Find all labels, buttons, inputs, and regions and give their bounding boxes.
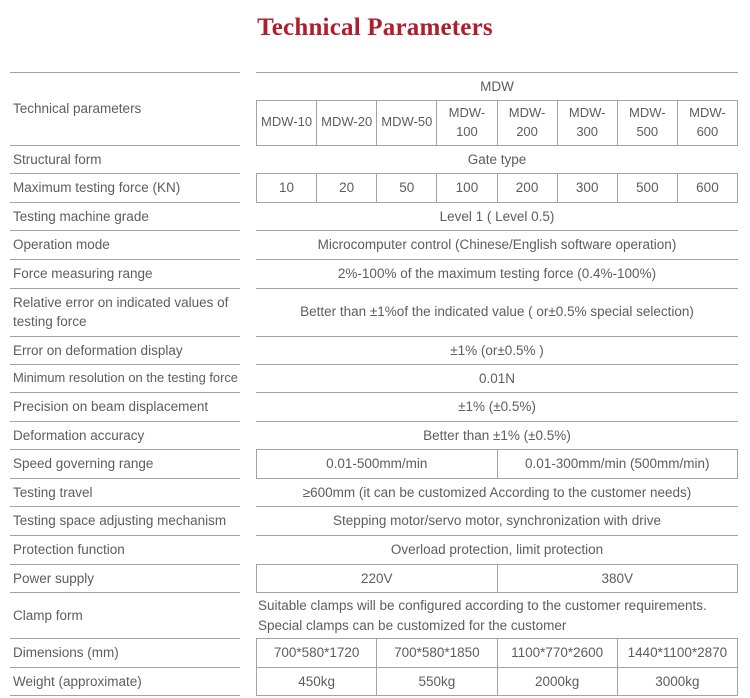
spec-row [10,593,750,639]
row-cells [256,337,738,366]
row-label-cell [10,337,240,366]
column-gap [240,479,256,508]
row-cells [256,639,738,668]
column-gap [240,668,256,697]
value-cell: 550kg [376,668,496,696]
row-label-cell [10,450,240,479]
column-gap [240,203,256,232]
spec-row [10,565,750,594]
row-cells [256,422,738,451]
value-cell: 220V [360,570,393,586]
column-gap [240,289,256,337]
row-label: Dimensions (mm) [13,645,119,661]
spec-table [10,72,750,696]
value-cell: 2%-100% of the maximum testing force (0.4%-100%) [337,265,657,281]
row-label: Power supply [13,570,95,586]
column-gap [240,565,256,594]
spec-row [10,365,750,393]
row-label-cell [10,565,240,594]
row-cells [256,260,738,289]
row-label: Structural form [13,151,102,167]
value-cell: Level 1 ( Level 0.5) [439,208,555,224]
row-label: Precision on beam displacement [13,399,209,415]
row-label: Clamp form [13,607,83,623]
spec-row [10,337,750,366]
column-gap [240,146,256,175]
row-cells [256,203,738,232]
value-cell: 700*580*1720 [273,645,360,661]
model-header-block [256,72,738,146]
row-label-cell [10,507,240,536]
spec-row [10,507,750,536]
row-label-cell [10,174,240,203]
header-row [10,72,750,146]
spec-row [10,479,750,508]
model-header-cell: MDW-10 [261,114,313,130]
row-label-cell [10,593,240,639]
column-gap [240,260,256,289]
row-label-cell [10,479,240,508]
value-cell: ≥600mm (it can be customized According to the customer needs) [302,484,692,500]
row-cells [256,593,738,639]
spec-row [10,422,750,451]
spec-rows [10,146,750,697]
column-gap [240,72,256,146]
page-title: Technical Parameters [257,14,493,41]
spec-row [10,231,750,260]
row-label-cell [10,536,240,565]
row-cells [256,507,738,536]
column-gap [240,393,256,422]
column-gap [240,536,256,565]
row-cells [256,668,738,697]
value-cell: 1100*770*2600 [497,639,617,667]
spec-row [10,146,750,175]
row-label-cell [10,393,240,422]
corner-label: Technical parameters [13,101,142,117]
spec-row [10,639,750,668]
value-cell: 500 [617,174,677,202]
row-label: Relative error on indicated values of testing force [13,294,229,330]
value-cell: Gate type [467,151,527,167]
row-label: Operation mode [13,237,110,253]
row-cells [256,393,738,422]
row-label: Weight (approximate) [13,673,142,689]
row-label: Minimum resolution on the testing force [13,370,238,386]
row-label-cell [10,289,240,337]
column-gap [240,422,256,451]
row-label: Testing space adjusting mechanism [13,513,227,529]
row-label-cell [10,260,240,289]
row-label-cell [10,422,240,451]
row-label: Maximum testing force (KN) [13,180,181,196]
row-label-cell [10,231,240,260]
model-header-cell: MDW-300 [557,101,617,145]
corner-label-cell [10,72,240,146]
value-cell: 0.01-500mm/min [326,456,428,472]
row-cells [256,365,738,393]
model-header-cell: MDW-500 [617,101,677,145]
spec-row [10,260,750,289]
column-gap [240,174,256,203]
value-cell: Microcomputer control (Chinese/English software operation) [317,237,677,253]
value-cell: 3000kg [617,668,737,696]
row-label: Speed governing range [13,456,154,472]
spec-row [10,289,750,337]
value-cell: Stepping motor/servo motor, synchronization with drive [333,513,661,529]
value-cell: ±1% (±0.5%) [458,399,536,415]
row-cells [256,231,738,260]
value-cell: ±1% (or±0.5% ) [450,342,544,358]
row-label: Force measuring range [13,265,153,281]
row-cells [256,146,738,175]
value-cell: 1440*1100*2870 [617,639,737,667]
value-cell: 600 [677,174,737,202]
model-header-cell: MDW-200 [497,101,557,145]
row-label-cell [10,639,240,668]
value-cell: Overload protection, limit protection [390,542,604,557]
spec-row [10,174,750,203]
value-cell: 0.01N [478,370,516,386]
column-gap [240,231,256,260]
column-gap [240,507,256,536]
model-header-cell: MDW-20 [316,101,376,145]
row-cells [256,479,738,508]
column-gap [240,365,256,393]
value-cell: 50 [376,174,436,202]
model-group-header: MDW [256,73,738,101]
row-label: Testing travel [13,484,93,500]
column-gap [240,450,256,479]
row-label-cell [10,365,240,393]
row-cells [256,174,738,203]
spec-row [10,203,750,232]
row-label-cell [10,146,240,175]
spec-row [10,393,750,422]
row-label: Error on deformation display [13,342,183,358]
value-cell: Better than ±1%of the indicated value ( or±0.5% special selection) [300,304,694,320]
value-cell: Better than ±1% (±0.5%) [423,427,571,443]
row-label: Testing machine grade [13,208,149,224]
value-cell: Suitable clamps will be configured according to the customer requirements. Special clamps can be customized for the customer [258,598,707,633]
column-gap [240,337,256,366]
value-cell: 380V [497,565,738,593]
row-cells [256,565,738,594]
value-cell: 100 [436,174,496,202]
model-header-row [256,101,738,146]
value-cell: 300 [557,174,617,202]
row-cells [256,450,738,479]
value-cell: 450kg [298,673,336,689]
row-label-cell [10,668,240,697]
value-cell: 200 [497,174,557,202]
model-header-cell: MDW-600 [677,101,737,145]
column-gap [240,639,256,668]
model-header-cell: MDW-100 [436,101,496,145]
row-cells [256,536,738,565]
value-cell: 2000kg [497,668,617,696]
spec-row [10,450,750,479]
value-cell: 0.01-300mm/min (500mm/min) [497,450,738,478]
value-cell: 20 [316,174,376,202]
model-header-cell: MDW-50 [376,101,436,145]
value-cell: 10 [279,180,295,196]
spec-row [10,668,750,697]
row-label-cell [10,203,240,232]
row-cells [256,289,738,337]
row-label: Protection function [13,542,125,557]
value-cell: 700*580*1850 [376,639,496,667]
row-label: Deformation accuracy [13,427,145,443]
column-gap [240,593,256,639]
spec-row [10,536,750,565]
